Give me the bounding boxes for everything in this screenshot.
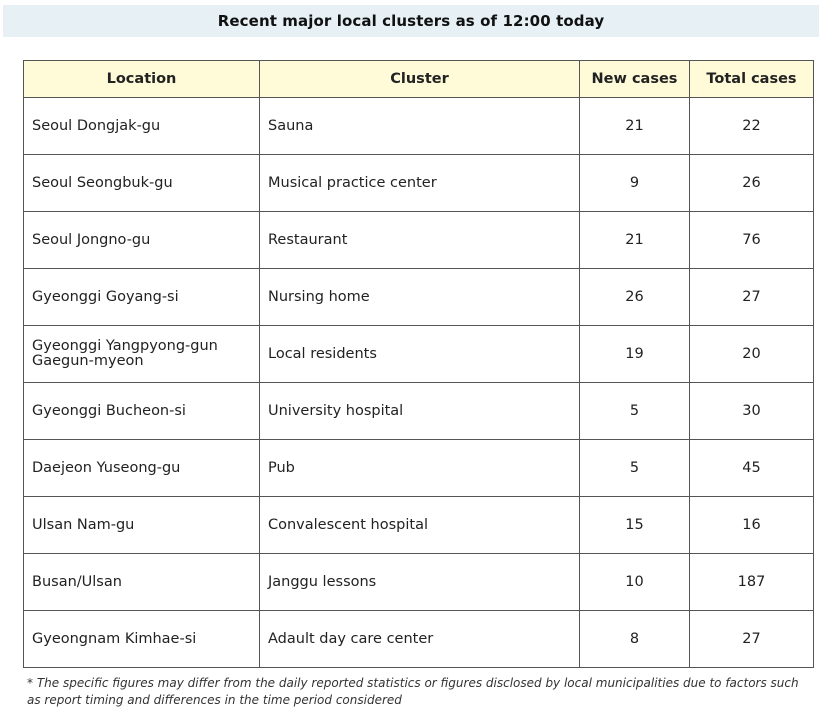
location-cell: Gyeonggi Goyang-si [24,269,260,326]
total-cases-cell: 27 [690,611,814,668]
location-cell: Gyeongnam Kimhae-si [24,611,260,668]
new-cases-cell: 9 [580,155,690,212]
total-cases-cell: 22 [690,98,814,155]
table-row [24,212,814,269]
total-cases-cell: 16 [690,497,814,554]
table-row [24,326,814,383]
cluster-cell: University hospital [260,383,580,440]
header-new-cases: New cases [580,61,690,98]
table-row [24,383,814,440]
header-total-cases: Total cases [690,61,814,98]
header-cluster: Cluster [260,61,580,98]
cluster-cell: Local residents [260,326,580,383]
location-cell: Daejeon Yuseong-gu [24,440,260,497]
table-row [24,611,814,668]
total-cases-cell: 30 [690,383,814,440]
location-cell: Seoul Dongjak-gu [24,98,260,155]
total-cases-cell: 27 [690,269,814,326]
new-cases-cell: 26 [580,269,690,326]
total-cases-cell: 20 [690,326,814,383]
table-row [24,98,814,155]
location-cell: Gyeonggi Yangpyong-gun Gaegun-myeon [24,326,260,383]
table-row [24,269,814,326]
clusters-table [23,60,814,668]
location-cell: Gyeonggi Bucheon-si [24,383,260,440]
cluster-cell: Musical practice center [260,155,580,212]
cluster-cell: Pub [260,440,580,497]
total-cases-cell: 76 [690,212,814,269]
new-cases-cell: 5 [580,440,690,497]
table-row [24,440,814,497]
cluster-cell: Janggu lessons [260,554,580,611]
cluster-cell: Nursing home [260,269,580,326]
table-header-row [24,61,814,98]
location-cell: Seoul Jongno-gu [24,212,260,269]
total-cases-cell: 26 [690,155,814,212]
cluster-cell: Sauna [260,98,580,155]
cluster-cell: Convalescent hospital [260,497,580,554]
new-cases-cell: 21 [580,98,690,155]
location-cell: Busan/Ulsan [24,554,260,611]
header-location: Location [24,61,260,98]
table-row [24,497,814,554]
new-cases-cell: 10 [580,554,690,611]
total-cases-cell: 45 [690,440,814,497]
new-cases-cell: 8 [580,611,690,668]
new-cases-cell: 5 [580,383,690,440]
new-cases-cell: 21 [580,212,690,269]
location-cell: Seoul Seongbuk-gu [24,155,260,212]
table-row [24,155,814,212]
page-title: Recent major local clusters as of 12:00 today [217,12,605,30]
title-bar [3,5,819,37]
new-cases-cell: 15 [580,497,690,554]
total-cases-cell: 187 [690,554,814,611]
table-row [24,554,814,611]
footnote: * The specific figures may differ from the daily reported statistics or figures disclosed by local municipalities due to factors such as report timing and differences in the time period considered [27,676,799,707]
location-cell: Ulsan Nam-gu [24,497,260,554]
cluster-cell: Adault day care center [260,611,580,668]
new-cases-cell: 19 [580,326,690,383]
cluster-cell: Restaurant [260,212,580,269]
